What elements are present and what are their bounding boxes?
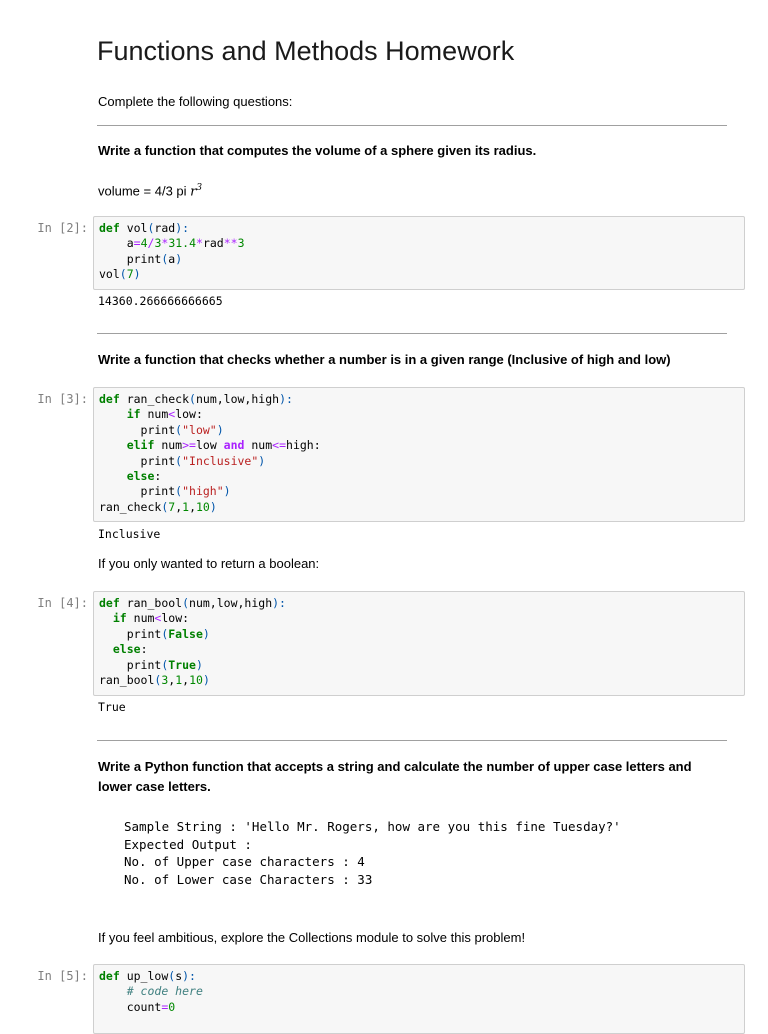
question-range-check: Write a function that checks whether a number is in a given range (Inclusive of high and low) — [98, 352, 671, 367]
output-ran-bool: True — [98, 700, 126, 714]
cell-prompt-4: In [4]: — [37, 596, 88, 610]
divider — [97, 125, 727, 126]
formula-exponent: 3 — [196, 183, 203, 193]
cell-prompt-3: In [3]: — [37, 392, 88, 406]
code-ran-bool[interactable]: def ran_bool(num,low,high): if num<low: print(False) else: print(True) ran_bool(3,1,10) — [99, 596, 286, 688]
output-vol: 14360.266666666665 — [98, 294, 223, 308]
question-case-count-line1: Write a Python function that accepts a string and calculate the number of upper case letters and — [98, 759, 692, 774]
sample-line: Expected Output : — [124, 836, 252, 852]
code-cell-ran-check[interactable] — [93, 387, 745, 522]
divider — [97, 333, 727, 334]
output-ran-check: Inclusive — [98, 527, 161, 541]
code-cell-ran-bool[interactable] — [93, 591, 745, 696]
hint-text: If you feel ambitious, explore the Collections module to solve this problem! — [98, 930, 526, 945]
code-vol[interactable]: def vol(rad): a=4/3*31.4*rad**3 print(a) vol(7) — [99, 221, 245, 282]
sample-line: No. of Upper case characters : 4 — [124, 854, 365, 870]
followup-text: If you only wanted to return a boolean: — [98, 556, 320, 571]
sample-block — [124, 818, 621, 888]
cell-prompt-2: In [2]: — [37, 221, 88, 235]
formula-volume — [98, 178, 202, 202]
code-cell-vol[interactable] — [93, 216, 745, 290]
intro-text: Complete the following questions: — [98, 94, 293, 109]
code-up-low[interactable]: def up_low(s): # code here count=0 — [99, 969, 203, 1014]
question-sphere-volume: Write a function that computes the volume of a sphere given its radius. — [98, 143, 537, 158]
formula-variable: r — [190, 184, 197, 200]
code-ran-check[interactable]: def ran_check(num,low,high): if num<low: print("low") elif num>=low and num<=high: print("Inclusive") else: print("high") ran_check(7,1,10) — [99, 392, 321, 514]
cell-prompt-5: In [5]: — [37, 969, 88, 983]
sample-line: Sample String : 'Hello Mr. Rogers, how are you this fine Tuesday?' — [124, 819, 621, 834]
page-title: Functions and Methods Homework — [97, 36, 515, 66]
question-case-count-line2: lower case letters. — [98, 779, 211, 794]
sample-line: No. of Lower case Characters : 33 — [124, 871, 373, 887]
divider — [97, 740, 727, 741]
formula-text: volume = 4/3 pi — [98, 183, 191, 199]
